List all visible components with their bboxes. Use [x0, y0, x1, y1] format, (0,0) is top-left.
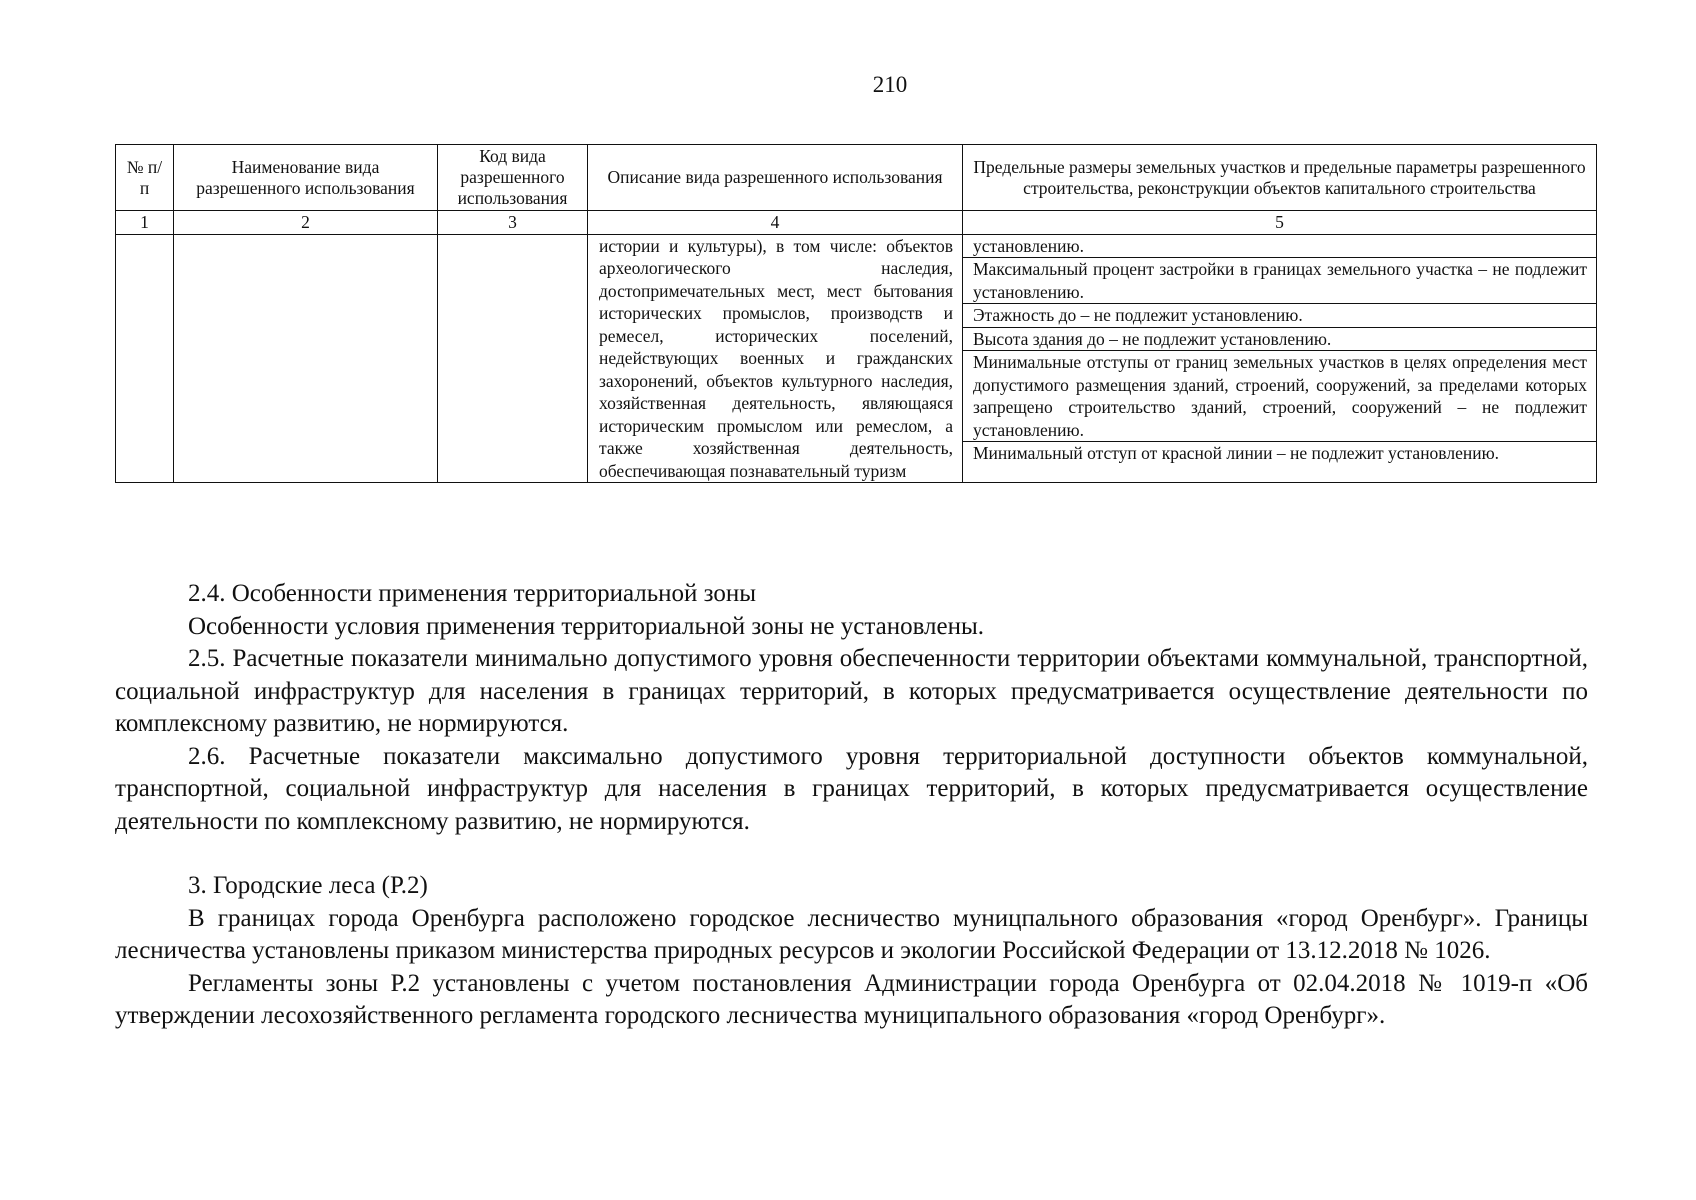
header-number: № п/п [116, 145, 174, 211]
parameter-item: Этажность до – не подлежит установлению. [963, 304, 1596, 328]
table-row [116, 234, 1597, 483]
parameter-item: Минимальные отступы от границ земельных участков в целях определения мест допустимого размещения зданий, строений, сооружений, за пределами которых запрещено строительство зданий, строений, сооружений – не подлежит установлению. [963, 351, 1596, 442]
paragraph: Особенности условия применения территориальной зоны не установлены. [188, 612, 985, 640]
column-number: 4 [588, 211, 963, 235]
row-number-cell [116, 234, 174, 483]
parameter-item: Минимальный отступ от красной линии – не подлежит установлению. [973, 443, 1500, 463]
paragraph: В границах города Оренбурга расположено городское лесничество муницпального образования «город Оренбург». Границы лесничества установлены приказом министерства природных ресурсов и экологии Российской Федерации от 13.12.2018 № 1026. [115, 904, 1588, 964]
column-number: 1 [116, 211, 174, 235]
paragraph-2-6: 2.6. Расчетные показатели максимально допустимого уровня территориальной доступности объектов коммунальной, транспортной, социальной инфраструктур для населения в границах территорий, в которых предусматривается осуществление деятельности по комплексному развитию, не нормируются. [115, 742, 1588, 835]
parameter-item: Высота здания до – не подлежит установлению. [963, 328, 1596, 352]
row-description-cell: истории и культуры), в том числе: объектов археологического наследия, достопримечательных мест, мест бытования исторических промыслов, производств и ремесел, исторических поселений, недействующих военных и гражданских захоронений, объектов культурного наследия, хозяйственная деятельность, являющаяся историческим промыслом или ремеслом, а также хозяйственная деятельность, обеспечивающая познавательный туризм [588, 234, 963, 483]
parameter-item: установлению. [963, 235, 1596, 259]
header-use-name: Наименование вида разрешенного использования [174, 145, 438, 211]
parameter-item: Максимальный процент застройки в границах земельного участка – не подлежит установлению. [963, 258, 1596, 304]
header-limit-parameters: Предельные размеры земельных участков и предельные параметры разрешенного строительства, реконструкции объектов капитального строительства [963, 145, 1597, 211]
page-number: 210 [872, 72, 908, 97]
row-parameters-cell [963, 234, 1597, 483]
column-number: 2 [174, 211, 438, 235]
body-text [115, 578, 1588, 1033]
row-name-cell [174, 234, 438, 483]
paragraph: Регламенты зоны Р.2 установлены с учетом постановления Администрации города Оренбурга от 02.04.2018 № 1019-п «Об утверждении лесохозяйственного регламента городского лесничества муниципального образования «город Оренбург». [115, 969, 1588, 1029]
table-header-row [116, 145, 1597, 211]
regulations-table [115, 144, 1597, 483]
header-use-description: Описание вида разрешенного использования [588, 145, 963, 211]
header-use-code: Код вида разрешенного использования [438, 145, 588, 211]
column-number: 3 [438, 211, 588, 235]
section-heading-3: 3. Городские леса (Р.2) [188, 872, 428, 899]
column-number: 5 [963, 211, 1597, 235]
paragraph-2-5: 2.5. Расчетные показатели минимально допустимого уровня обеспеченности территории объектами коммунальной, транспортной, социальной инфраструктур для населения в границах территорий, в которых предусматривается осуществление деятельности по комплексному развитию, не нормируются. [115, 645, 1588, 737]
column-number-row [116, 211, 1597, 235]
section-heading-2-4: 2.4. Особенности применения территориальной зоны [188, 580, 757, 607]
row-code-cell [438, 234, 588, 483]
